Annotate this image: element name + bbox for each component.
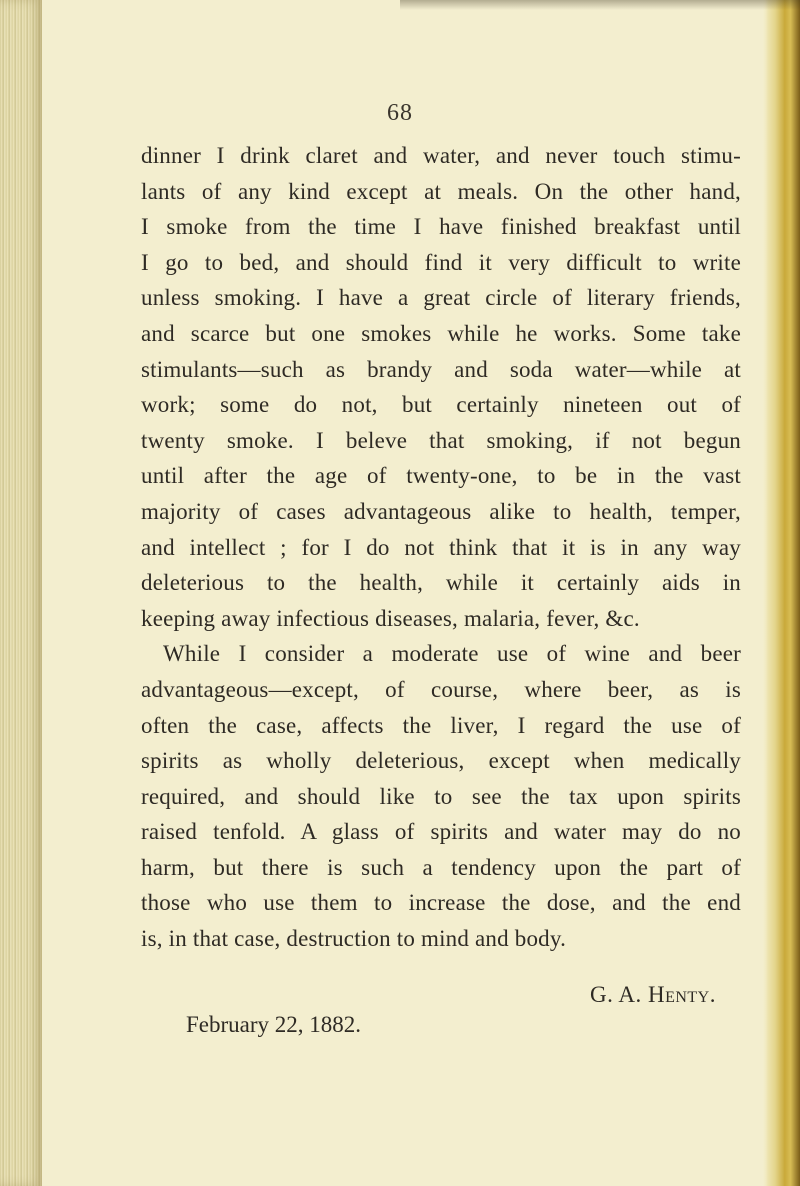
gilded-page-edge [762, 0, 800, 1186]
text-line: harm, but there is such a tendency upon the part of [141, 854, 741, 880]
letter-body [141, 138, 741, 957]
text-line: required, and should like to see the tax upon spirits [141, 783, 741, 809]
signature-surname: Henty. [647, 982, 716, 1007]
text-line: keeping away infectious diseases, malaria, fever, &c. [141, 605, 640, 631]
text-line: I go to bed, and should find it very difficult to write [141, 249, 741, 275]
text-line: until after the age of twenty-one, to be in the vast [141, 463, 741, 489]
text-line: unless smoking. I have a great circle of literary friends, [141, 285, 741, 311]
letter-date: February 22, 1882. [186, 1012, 362, 1037]
book-gutter [0, 0, 42, 1186]
text-line: lants of any kind except at meals. On the other hand, [141, 178, 741, 204]
text-line: often the case, affects the liver, I regard the use of [141, 712, 741, 738]
text-line: those who use them to increase the dose, and the end [141, 890, 741, 916]
text-line: I smoke from the time I have finished breakfast until [141, 214, 741, 240]
text-line: work; some do not, but certainly nineteen out of [141, 392, 741, 418]
text-line: and intellect ; for I do not think that it is in any way [141, 534, 741, 560]
text-line: and scarce but one smokes while he works. Some take [141, 320, 741, 346]
text-line: deleterious to the health, while it certainly aids in [141, 570, 741, 596]
page-top-shadow [400, 0, 800, 10]
text-line: raised tenfold. A glass of spirits and water may do no [141, 819, 741, 845]
text-line: stimulants—such as brandy and soda water—while at [141, 356, 741, 382]
text-line: is, in that case, destruction to mind and body. [141, 926, 567, 952]
text-line: dinner I drink claret and water, and never touch stimu- [141, 143, 741, 168]
text-line: twenty smoke. I beleve that smoking, if not begun [141, 427, 741, 453]
page-number: 68 [387, 100, 413, 126]
signature [590, 982, 716, 1008]
text-line: advantageous—except, of course, where beer, as is [141, 676, 741, 702]
text-line: majority of cases advantageous alike to health, temper, [141, 498, 741, 524]
text-line: spirits as wholly deleterious, except when medically [141, 748, 741, 774]
paragraph-start-line: While I consider a moderate use of wine and beer [163, 641, 741, 667]
signature-initials: G. A. [590, 982, 648, 1007]
